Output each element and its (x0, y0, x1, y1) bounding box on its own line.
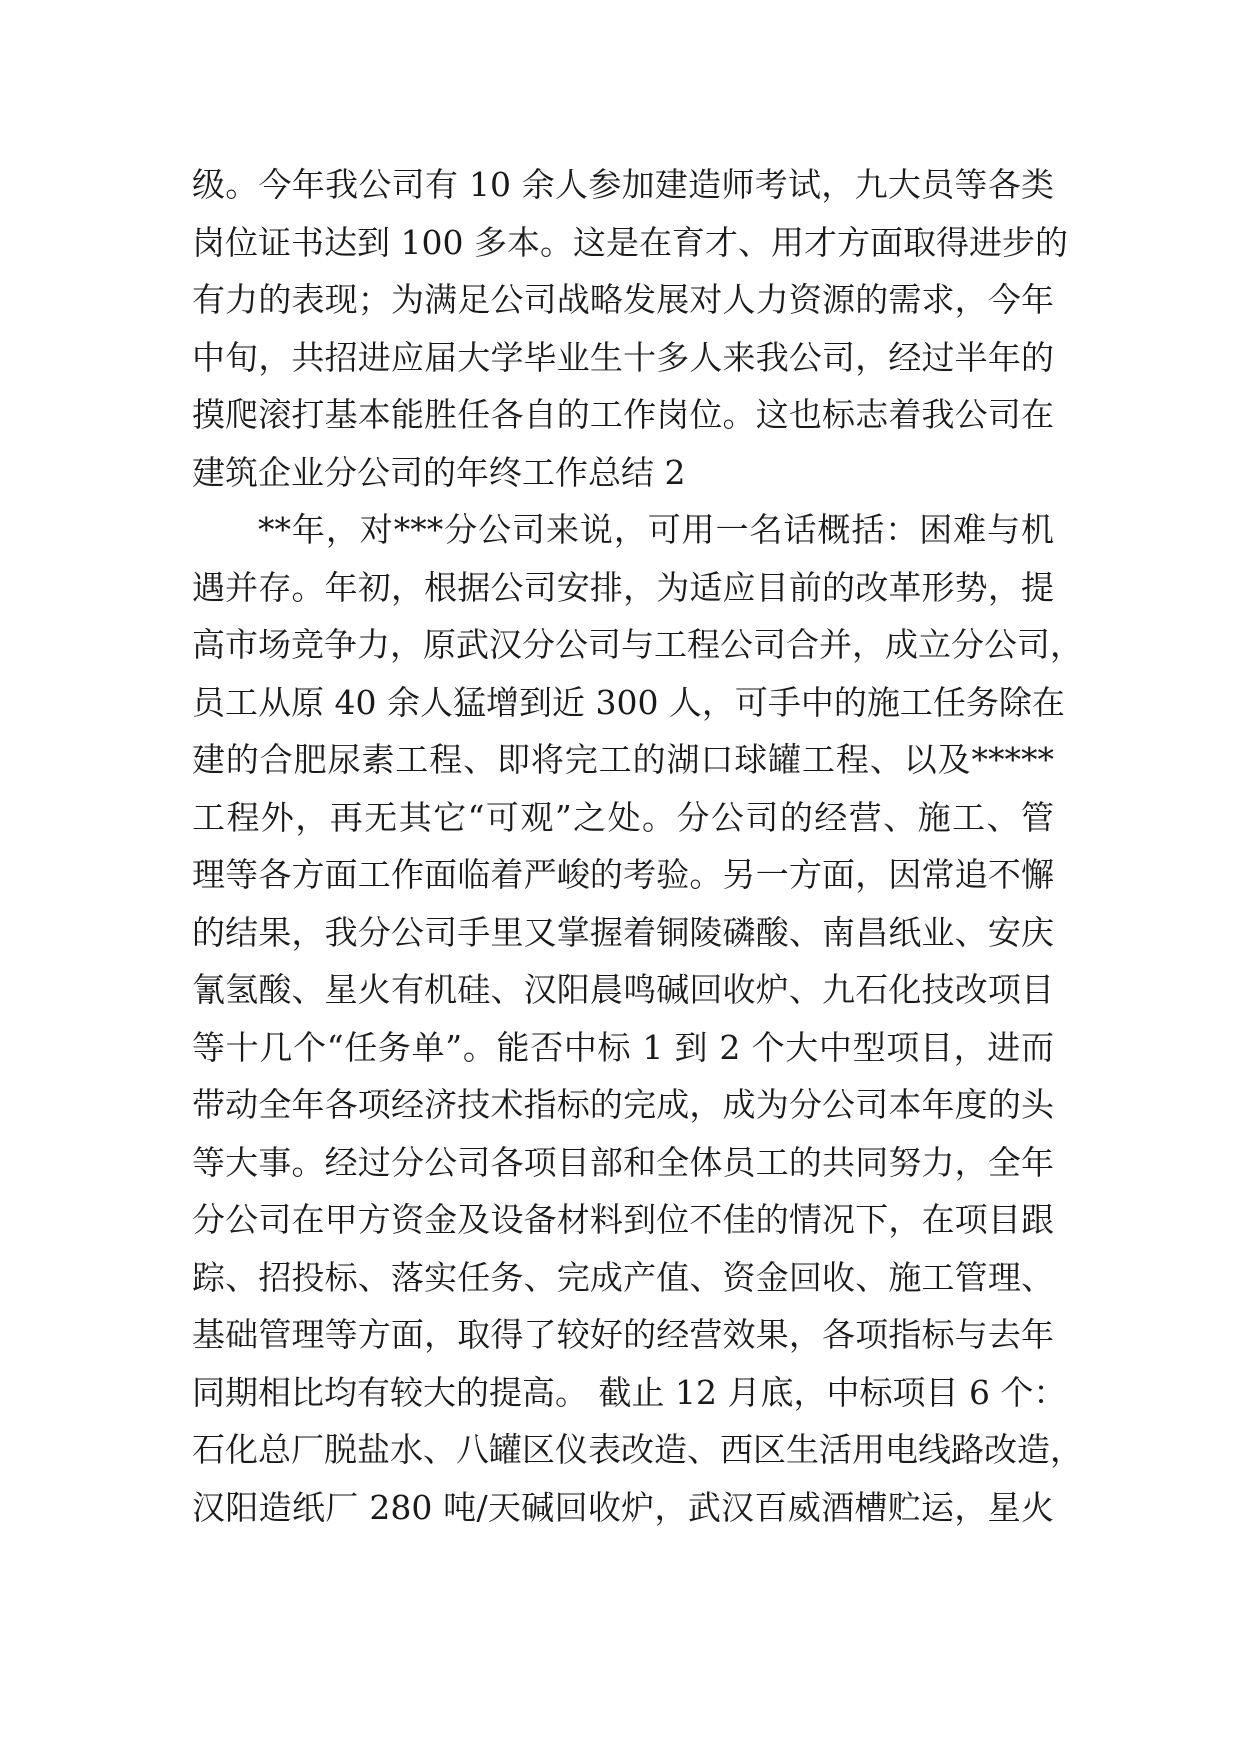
text-line: 员工从原 40 余人猛增到近 300 人，可手中的施工任务除在 (192, 682, 1065, 722)
text-line: 建的合肥尿素工程、即将完工的湖口球罐工程、以及***** (192, 740, 1054, 779)
text-line: 氰氢酸、星火有机硅、汉阳晨鸣碱回收炉、九石化技改项目 (192, 970, 1054, 1009)
text-line: 分公司在甲方资金及设备材料到位不佳的情况下，在项目跟 (192, 1200, 1054, 1239)
text-line: 汉阳造纸厂 280 吨/天碱回收炉，武汉百威酒槽贮运，星火 (192, 1487, 1054, 1527)
text-line: 踪、招投标、落实任务、完成产值、资金回收、施工管理、 (192, 1257, 1054, 1297)
text-line: 理等各方面工作面临着严峻的考验。另一方面，因常追不懈 (192, 855, 1054, 894)
text-line: 中旬，共招进应届大学毕业生十多人来我公司，经过半年的 (192, 337, 1054, 377)
text-line: 高市场竞争力，原武汉分公司与工程公司合并，成立分公司， (192, 625, 1083, 664)
text-line: 岗位证书达到 100 多本。这是在育才、用才方面取得进步的 (192, 222, 1068, 262)
text-line: 等大事。经过分公司各项目部和全体员工的共同努力，全年 (192, 1142, 1054, 1182)
text-line: 等十几个“任务单”。能否中标 1 到 2 个大中型项目，进而 (192, 1027, 1054, 1067)
text-line: 摸爬滚打基本能胜任各自的工作岗位。这也标志着我公司在 (192, 395, 1054, 434)
text-line: 带动全年各项经济技术指标的完成，成为分公司本年度的头 (192, 1085, 1054, 1124)
text-line: 遇并存。年初，根据公司安排，为适应目前的改革形势，提 (192, 567, 1054, 607)
text-line: **年，对***分公司来说，可用一名话概括：困难与机 (258, 510, 1054, 549)
body-text (192, 156, 1083, 1536)
text-line: 有力的表现；为满足公司战略发展对人力资源的需求，今年 (192, 280, 1054, 319)
text-line: 基础管理等方面，取得了较好的经营效果，各项指标与去年 (192, 1315, 1054, 1354)
text-line: 工程外，再无其它“可观”之处。分公司的经营、施工、管 (192, 797, 1054, 837)
text-line: 的结果，我分公司手里又掌握着铜陵磷酸、南昌纸业、安庆 (192, 912, 1054, 952)
text-line: 同期相比均有较大的提高。 截止 12 月底，中标项目 6 个： (192, 1372, 1067, 1412)
section-title: 建筑企业分公司的年终工作总结 2 (192, 452, 686, 492)
text-line: 级。今年我公司有 10 余人参加建造师考试，九大员等各类 (192, 165, 1054, 204)
text-line: 石化总厂脱盐水、八罐区仪表改造、西区生活用电线路改造， (192, 1430, 1083, 1469)
